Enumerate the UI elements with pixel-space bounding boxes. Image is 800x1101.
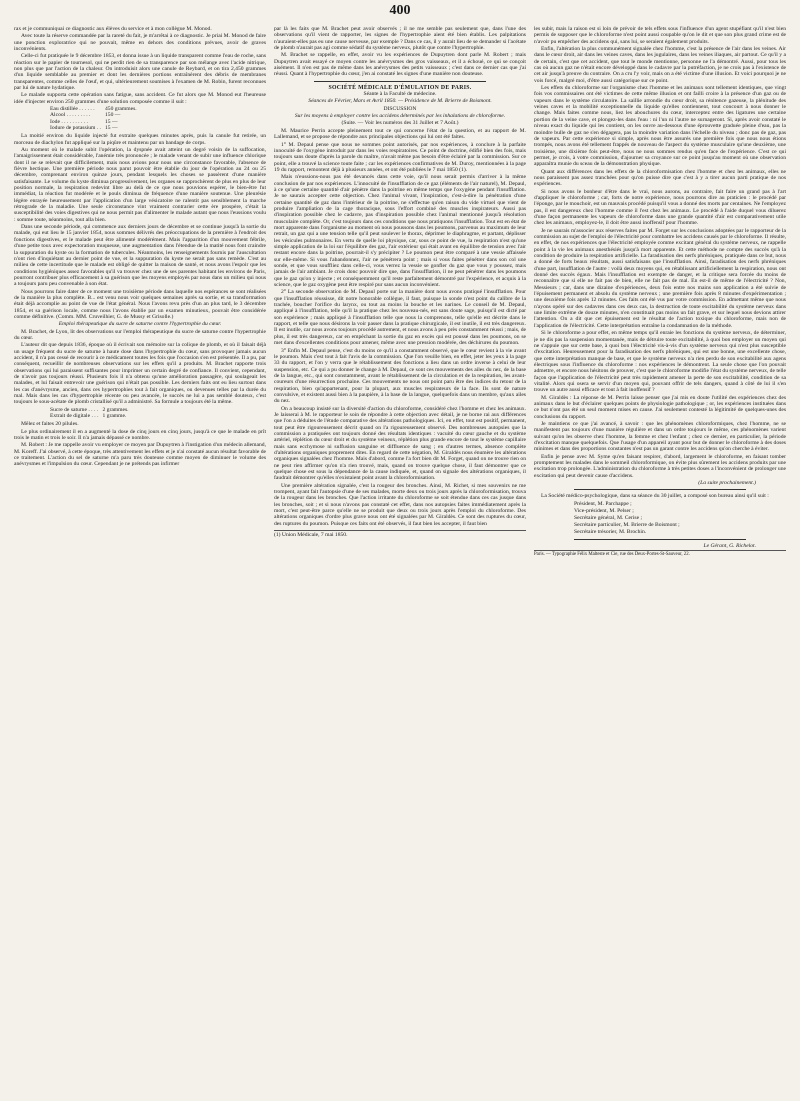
paragraph: M. Robert : Je me rappelle avoir vu employer ce moyen par Dupuytren à l'instigation d'un médecin allemand, M. Koreff. J'ai observé, à cette époque, très attentivement les effets et je n'ai constaté aucun résultat favorable de ce traitement. L'action du sel de saturne m'a paru très douteuse comme moyen de diminuer le volume des anévrysmes et l'impulsion du cœur. Cependant je ne prétends pas infirmer xyxy=(14,442,266,468)
paragraph: Les effets du chloroforme sur l'organisme chez l'homme et les animaux sont tellement identiques, que vingt fois vos commissaires ont été victimes de cette même illusion et ont failli croire à la présence d'un gaz ou de vapeurs dans le système circulatoire. La saillie arrondie du cœur droit, sa rénitence gazeuse, la plénitude des veines caves et la mobilité exceptionnelle du liquide qu'elles contiennent, tout concourt à nous donner le change. Mais faites comme nous, liez les abouchures du cœur, interceptez entre des ligatures une certaine portion de la veine cave, et plongez-les dans l'eau : ni l'un ni l'autre ne surnageront. Si, après avoir constaté le niveau exact du liquide qui les contient, on les ouvre au-dessous d'une éprouvette graduée pleine d'eau, pas la moindre bulle de gaz ne s'en dégagera, pas la moindre variation dans l'échelle du niveau ; donc pas de gaz, pas de vapeurs. Par cette expérience si simple, après nous être assurés une première fois que nous nous étions trompés, nous avons été tellement frappés de nouveau de l'aspect du système musculaire qu'une deuxième, une troisième, une dixième fois peut-être, nous ne nous sommes rendus qu'en face de l'expérience. C'est ce qui permet, je crois, à votre commission, d'ajourner sa croyance sur ce point jusqu'au moment où une observation apparaîtra munie du sceau de la démonstration physique. xyxy=(534,85,786,168)
bureau-list xyxy=(574,501,786,536)
paragraph: Au moment où le malade subit l'opération, la dyspnée avait atteint un degré voisin de la suffocation, l'amaigrissement était considérable, l'anémie très prononcée ; le malade venant de subir une influence chlorique dont il ne se relevait que difficilement, mais nous avions pour nous une circonstance favorable, l'absence de fièvre hectique. Une première période nous parut pouvoir être établie du jour de l'opération au 24 ou 25 décembre, comprenant environ quinze jours, pendant lesquels les choses se passèrent d'une manière satisfaisante. Le volume du kyste diminua progressivement, les organes se rapprochèrent de plus en plus de leur position normale, la respiration redevint libre au delà de ce que nous pouvions espérer, le bien-être fut immédiat, la réaction fut modérée et le pouls diminua de fréquence d'une manière soutenue. Une pleurésie légère enrayée heureusement par l'application d'un large vésicatoire ne ralentit pas sensiblement la marche rétrograde de la maladie. Une seule circonstance vint vraiment contrarier cette ère prospère, c'était la susceptibilité des voies digestives qui ne nous permit pas d'alimenter le malade autant que nous l'eussions voulu : somme toute, néanmoins, tout alla bien. xyxy=(14,147,266,223)
paragraph: M. Maurice Perrin accepte pleinement tout ce qui concerne l'état de la question, et au rapport de M. Lallemand, et se propose de répondre aux principales objections qui lui ont été faites. xyxy=(274,127,526,141)
column-3 xyxy=(534,26,786,1094)
imprint: Paris. — Typographie Félix Malteste et Cie, rue des Deux-Portes-St-Sauveur, 22. xyxy=(534,550,786,558)
paragraph: M. Giraldès : La réponse de M. Perrin laisse penser que j'ai mis en doute l'utilité des expériences chez des animaux dans le but d'éclairer quelques points de physiologie pathologique ; or, les expériences instituées dans ce but n'ont pas été un seul moment mises en cause. J'ai seulement contesté la légitimité de quelques-unes des conclusions du rapport. xyxy=(534,394,786,420)
recipe-row xyxy=(50,125,141,131)
amount: 150 — xyxy=(104,112,121,119)
paragraph: 3° Enfin M. Depaul pense, c'est du moins ce qu'il a constamment observé, que le cœur revient à la vie avant le poumon. Mais c'est tout à fait l'avis de la commission. Que l'on veuille bien, en effet, jeter les yeux à la page 33 du rapport, et l'on y verra que le rétablissement des fonctions a lieu dans un ordre inverse à celui de leur suspension, etc. Ce qui a pu donner le change à M. Depaul, ce sont ces mouvements des ailes du nez, de la base de la langue, etc., qui sont constamment, avant le rétablissement de la circulation et de la respiration, les avant-coureurs d'une résurrection prochaine. Ces mouvements ne nous ont point paru être des indices du retour de la respiration, bien qu'appartenant, pour la plupart, aux muscles respirateurs de la face. Ils sont de nature convulsive, et existent aussi bien à la paupière, à la base de la langue, quelquefois dans un membre, qu'aux ailes du nez. xyxy=(274,347,526,405)
ingredient: Iode . . . . . . . . . . xyxy=(50,118,88,125)
recipe-table-2 xyxy=(50,407,133,420)
ingredient: Alcool . . . . . . . . . xyxy=(50,112,91,119)
list-item: Président, M. Parchappe ; xyxy=(574,500,632,507)
ingredient: Eau distillée . . . . . . xyxy=(50,106,95,113)
paragraph: Le plus ordinairement il en a augmenté la dose de cinq jours en cinq jours, jusqu'à ce que le malade en prît trois le matin et trois le soir. Il n'a jamais dépassé ce nombre. xyxy=(14,428,266,442)
discussion-title: Sur les moyens à employer contre les accidens déterminés par les inhalations de chloroforme. xyxy=(294,113,506,120)
society-subtitle: Séante à la Faculté de médecine. xyxy=(363,91,437,98)
paragraph: Une première altération signalée, c'est la rougeur des bronches. Ainsi, M. Richet, si mes souvenirs ne me trompent, ayant fait l'autopsie d'une de ses malades, morte deux ou trois jours après la chloroformisation, trouva de la rougeur dans les bronches. Que l'action irritante du chloroforme se soit étendue dans ces cas jusque dans les bronches, soit ; et si nous n'avons pas constaté cet effet, dans nos autopsies faites immédiatement après la mort, c'est peut-être parce qu'elle ne se produit que deux ou trois jours après l'emploi du chloroforme. Des altérations organiques d'ordre plus grave nous ont été signalées par M. Giraldès. Ce sont des ruptures du cœur, des ruptures du poumon. Puisque ces faits ont été observés, il faut bien les accepter, il faut bien xyxy=(274,482,526,527)
divider xyxy=(574,539,746,540)
list-item: Secrétaire trésorier, M. Brochin. xyxy=(574,528,647,535)
ingredient: Iodure de potassium . . xyxy=(50,125,101,132)
paragraph: les subir, mais la raison est si loin de prévoir de tels effets sous l'influence d'un agent stupéfiant qu'il n'est bien permis de supposer que le chloroforme n'est point aussi coupable qu'on le dit et que son plus grand crime est de n'avoir pu empêcher des accidens qui, sans lui, se seraient également produits. xyxy=(534,26,786,45)
paragraph: M. Brachet se rappelle, en effet, avoir vu les expériences de Dupuytren dont parle M. Robert ; mais Dupuytren avait essayé ce moyen contre les anévrysmes des gros vaisseaux, et il a échoué, ce qui se conçoit aisément. Il n'en est pas de même dans les anévrysmes des petits vaisseaux ; c'est dans ce dernier cas que j'ai réussi. Quant à l'hypertrophie du cœur, j'en ai constaté les signes d'une manière non douteuse. xyxy=(274,52,526,78)
paragraph: Mêlez et faites 20 pilules. xyxy=(21,421,79,428)
paragraph: 2° La seconde observation de M. Depaul porte sur la manière dont nous avons pratiqué l'insufflation. Pour que l'insufflation réussisse, dit notre honorable collègue, il faut, puisque la sonde n'est point du calibre de la trachée, boucher l'orifice du larynx, ou tout au moins la bouche et les narines. Le conseil de M. Depaul, appliqué à l'insufflation, telle qu'il la pratique chez les nouveau-nés, est sans doute sage, puisqu'il est dicté par son expérience ; mais appliqué à l'insufflation telle que nous la comprenons, telle qu'elle est décrite dans le rapport, et telle que nous désirons la voir passer dans la pratique chirurgicale, il est inutile, il est très dangereux. Il est inutile, car nous avons toujours procédé autrement, et nous avons à peu près constamment réussi ; mais, de plus, il est très dangereux, car en empêchant la sortie du gaz en excès qui est poussé dans les poumons, on se met dans d'excellentes conditions pour amener, même avec une pression modérée, des déchirures du poumon. xyxy=(274,289,526,347)
continuation-note: (La suite prochainement.) xyxy=(698,480,756,487)
column-2 xyxy=(274,26,526,1094)
paragraph: Je maintiens ce que j'ai avancé, à savoir : que les phénomènes chloroformiques, chez l'homme, ne se manifestent pas toujours d'une manière régulière et dans un ordre toujours le même, ces phénomènes varient suivant qu'on les observe chez l'homme, la femme et chez l'enfant ; chez ce dernier, en particulier, la période d'excitation manque quelquefois. Que l'usage d'un appareil ayant pour but de donner le chloroforme à des doses minimes et dans des proportions constantes n'est pas un garant contre les accidens qu'on cherche à éviter. xyxy=(534,420,786,453)
paragraph: La Société médico-psychologique, dans sa séance du 30 juillet, a composé son bureau ainsi qu'il suit : xyxy=(541,493,769,500)
discussion-heading: DISCUSSION xyxy=(383,105,417,112)
paragraph: Mais n'eussions-nous pas été devancés dans cette voie, qu'il nous serait permis d'arriver à la même conclusion de par nos expériences. L'innocuité de l'insufflation de ce gaz (éléments de l'air naturel), M. Depaul, à ce qu'une certaine quantité d'air pénètre dans la poitrine en même temps que l'oxygène pendant l'insufflation. Je ne saurais accepter cette objection. Chez l'animal vivant, l'inspiration, c'est-à-dire la pénétration d'une certaine quantité de gaz dans l'intérieur de la poitrine, ne s'effectue qu'en raison du vide virtuel que vient de produire l'ampliation de la cage thoracique, sous l'effort combiné des muscles inspirateurs. Aussi pas d'inspiration possible chez le cadavre, pas d'inspiration possible chez l'animal mentionné jusqu'à résolution musculaire complète. Or, c'est toujours dans ces conditions que nous pratiquons l'insufflation. Tout est en état de mort apparente dans l'organisme au moment où nous poussons dans les poumons, parvenus au maximum de leur retrait, un gaz qui a une tension telle qu'il peut soulever le thorax, déprimer le diaphragme, et partant, déplisser les vésicules pulmonaires. En vertu de quelle loi physique, car, sous ce point de vue, la respiration n'est qu'une simple application de la loi sur l'équilibre des gaz, l'air extérieur qui était avant en équilibre de tension avec l'air restant encore dans la poitrine, pourrait-il s'y précipiter ? Le poumon peut être comparé à une vessie affaissée sur elle-même. Si vous l'abandonnez, l'air ne pénétrera point ; mais si vous faites pénétrer dans son col une sonde, et que vous souffliez dans celle-ci, vous verrez la vessie se gonfler du gaz que vous y poussez, mais jamais de l'air ambiant. Je crois donc pouvoir dire que, dans l'insufflation, il ne peut pénétrer dans les poumons que le gaz qu'on y injecte ; et conséquemment qu'il reste parfaitement démontré par l'expérience, et acquis à la science, que le gaz oxygène peut être respiré pur sans aucun inconvénient. xyxy=(274,174,526,289)
paragraph: 1° M. Depaul pense que nous ne sommes point autorisés, par nos expériences, à conclure à la parfaite innocuité de l'oxygène introduit par dans les voies respiratoires. Ce point de doctrine, édifié bien des fois, mais toujours sans doute d'après la parole du maître, n'avait même pas besoin d'être éclairé par la commission. Sur ce point, elle a trouvé la science toute faite ; car les expériences confirmatives de M. Duroy, mentionnées à la page 19 du rapport, remontent déjà à plusieurs années, et ont été publiées le 7 mai 1850 (1). xyxy=(274,141,526,173)
paragraph: Enfin je pense avec M. Syme qu'en faisant respirer, d'abord, largement le chloroforme, en faisant tomber promptement les malades dans le sommeil chloroformique, on évite plus sûrement les accidens produits par une excitation trop prolongée. L'administration du chloroforme à très petites doses a l'inconvénient de prolonger une excitation qui peut devenir cause d'accidens. xyxy=(534,453,786,479)
amount: 2 grammes. xyxy=(102,406,129,413)
session-line: Séances de Février, Mars et Avril 1850. — Présidence de M. Brierre de Boismont. xyxy=(308,98,492,105)
paragraph: par là les faits que M. Brachet peut avoir observés ; il ne me semble pas seulement que, dans l'une des observations qu'il vient de rapporter, les signes de l'hypertrophie aient été bien établis. Les palpitations n'auraient-elles pas eu une cause nerveuse, par exemple ? Dans ce cas, il y aurait lieu de se demander si l'acétate de plomb n'aurait pas agi comme sédatif du système nerveux, plutôt que contre l'hypertrophie. xyxy=(274,26,526,52)
recipe-table xyxy=(50,106,141,131)
list-item: Secrétaire général, M. Cerise ; xyxy=(574,514,643,521)
continuation-note: (Suite. — Voir les numéros des 31 Juillet et 7 Août.) xyxy=(341,120,459,127)
ingredient: Sucre de saturne . . . . xyxy=(50,406,99,413)
paragraph: On a beaucoup insisté sur la diversité d'action du chloroforme, considéré chez l'homme et chez les animaux. Je laisserai à M. le rapporteur le soin de répondre à cette objection avec détail, je ne borne rai aux différences que l'on a déduites de l'étude comparative des altérations pathologiques. Ici, en effet, tout est positif, permanent, tout peut être rigoureusement décrit quand on l'a rigoureusement observé. Des nombreuses autopsies que la commission a pratiquées ont toujours donné des résultats identiques : vacuité du cœur gauche et du système artériel, réplétion du cœur droit et du système veineux, réplétion plus grande encore de tout le système capillaire mais sans ecchymose ni suffusion sanguine et diffluence de sang ; en d'autres termes, absence complète d'altérations organiques proprement dites. En regard de cette négation, M. Giraldès nous énumère les altérations organiques signalées chez l'homme. Mais d'abord, comme l'a fort bien dit M. Forget, quand on ne trouve rien on ne peut rien affirmer qu'on n'a rien trouvé, mais, quand on trouve quelque chose, il faut démontrer que ce quelque chose est sous la dépendance de la cause indiquée, et, quand on signale des altérations organiques, il faudrait démontrer qu'elles n'existaient point avant la chloroformisation. xyxy=(274,405,526,482)
divider xyxy=(314,81,486,82)
paragraph: rax et je communiquai ce diagnostic aux élèves du service et à mon collègue M. Monod. xyxy=(14,26,212,32)
divider xyxy=(574,489,746,490)
column-1 xyxy=(14,26,266,1094)
amount: 1 gramme. xyxy=(102,413,127,420)
paragraph: Dans une seconde période, qui commence aux derniers jours de décembre et se continue jusqu'à la sortie du malade, qui eut lieu le 15 janvier 1854, nous sommes délivrés des préoccupations de la première à l'endroit des fonctions digestives, et le malade peut être alimenté modérément. Mais l'apparition d'un mouvement fébrile, d'une petite toux avec expectoration muqueuse, une augmentation dans l'étendue de la matité nous font craindre la suppuration du kyste ou la formation de tubercules. Néanmoins, les renseignements fournis par l'auscultation n'ont rien d'inquiétant au dernier point de vue, et la suppuration du kyste ne serait pas sans remède. C'est au milieu de cette incertitude que le malade est obligé de quitter la maison de santé, et nous avons l'espoir que les conditions hygiéniques assez favorables qu'il va trouver chez une de ses parentes habitant les environs de Paris, pourront contribuer plus efficacement à sa guérison que les moyens employés par nous dans un milieu qui nous a toujours paru peu convenable à son état. xyxy=(14,224,266,288)
paragraph: Le malade supporta cette opération sans fatigue, sans accident. Ce fut alors que M. Monod eut l'heureuse idée d'injecter environ 250 grammes d'une solution composée comme il suit : xyxy=(14,92,266,105)
amount: 450 grammes. xyxy=(104,106,137,113)
paragraph: La moitié environ du liquide injecté fut extraite quelques minutes après, puis la canule fut retirée, un morceau de diachylon fut appliqué sur la piqûre et maintenu par un bandage de corps. xyxy=(14,133,266,146)
paragraph: Celle-ci fut pratiquée le 9 décembre 1853, et donna issue à un liquide transparent comme l'eau de roche, sans réaction sur le papier de tournesol, qui ne perdit rien de sa transparence par son mélange avec l'acide nitrique, non plus que par l'action de la chaleur. On introduisit alors une canule de Reybard, et on tira 2,450 grammes d'un liquide semblable au premier et dont les dernières portions entraînèrent des débris de membranes transparentes, comme celles de l'œuf, et qui, ultérieurement soumises à l'examen de M. Robin, furent reconnues par lui de nature hydatique. xyxy=(14,53,266,92)
gerant-signature: Le Gérant, G. Richelot. xyxy=(703,542,756,549)
paragraph: Nous pourrons faire dater de ce moment une troisième période dans laquelle nos espérances se sont réalisées de la manière la plus complète. B... est venu nous voir quelques semaines après sa sortie, et sa transformation était déjà accomplie au point de vue de l'état général. Nous l'avons revu près d'un an plus tard, le 3 décembre 1854, et sa guérison locale, comme nous l'avons établie par un examen minutieux, pouvait être considérée comme définitive. (Comm. MM. Cruveilhier, G. de Mussy et Grisolle.) xyxy=(14,288,266,320)
list-item: Secrétaire particulier, M. Brierre de Boismont ; xyxy=(574,521,680,528)
page-number: 400 xyxy=(389,3,411,18)
ingredient: Extrait de digitale . . . xyxy=(50,413,99,420)
paragraph: Avec toute la réserve commandée par la rareté du fait, je m'arrêtai à ce diagnostic. Je priai M. Monod de faire une ponction exploratrice qui ne pouvait, même en dehors des conditions prévues, avoir de graves inconvénients. xyxy=(14,33,266,53)
paragraph: Je ne saurais m'associer aux réserves faites par M. Forget sur les conclusions adoptées par le rapporteur de la commission au sujet de l'emploi de l'électricité pour combattre les accidens causés par le chloroforme. Il résulte, en effet, de nos expériences que l'électricité employée comme excitant général du système nerveux, ne rappelle point à la vie les animaux anesthésiés jusqu'à mort apparente. Et cette méthode ne compte des succès qu'à la condition de produire la respiration artificielle. La faradisation des nerfs phréniques, pratiquée dans ce but, nous a donné de forts beaux résultats, aussi satisfaisans que l'insufflation. Ainsi, faradisation des nerfs phréniques d'une part, insufflation de l'autre : voilà deux moyens qui, en rétablissant artificiellement la respiration, nous ont donné des succès égaux. Mais l'insufflation est exempte de danger, et la critique sera forcée du moins de reconnaître que si elle ne fait pas de bien, elle ne fait pas de mal. En est-il de même de l'électricité ? Non, Messieurs ; car, dans une dizaine d'expériences, deux fois entre nos mains son application a été suivie de l'épuisement permanent et absolu du système nerveux ; une première fois après 8 minutes d'expérimentation ; une deuxième fois après 12 minutes. Ces faits ont été vus par votre commission. En admettant même que nous n'ayons opéré sur des cadavres dans ces deux cas, la destruction de toute excitabilité du système nerveux dans une limite extrême de douze minutes, n'en constituait pas moins un fait grave, et sur lequel nous devions attirer l'attention. On a dit que cet épuisement est le résultat de l'action toxique du chloroforme, mais non de l'application de l'électricité. Cette interprétation entraîne la condamnation de la méthode. xyxy=(534,227,786,329)
paragraph: Si nous avons le bonheur d'être dans le vrai, nous aurons, au contraire, fait faire un grand pas à l'art d'appliquer le chloroforme ; car, forts de notre expérience, nous pourrons dire au praticien : le procédé par l'éponge, par le mouchoir, est un mauvais procédé puisqu'il vous a donné des morts par centaines. Ne l'employez pas, il est dangereux chez l'homme comme il l'est chez les animaux. Le procédé à l'aide duquel vous diluerez d'une façon permanente les vapeurs de chloroforme dans une grande quantité d'air est comparativement utile chez les animaux, employez-le, il doit être aussi inoffensif pour l'homme. xyxy=(534,188,786,227)
paragraph: L'auteur dit que depuis 1836, époque où il écrivait son mémoire sur la colique de plomb, et où il faisait déjà un usage fréquent du sucre de saturne à haute dose dans l'hypertrophie du cœur, sans provoquer jamais aucun accident, il n'a pas cessé de recourir à ce médicament toutes les fois que l'occasion s'en est présentée. Il a pu, par conséquent, recueillir de nombreuses observations sur les effets qu'il a produits. M. Brachet rapporte trois observations qui lui paraissent suffisantes pour imprimer un certain degré de confiance. Il convient, cependant, de n'avoir pas toujours réussi. Plusieurs fois il n'a obtenu qu'une amélioration passagère, qui soulageait les malades, et lui faisait entrevoir une guérison qui n'était pas possible. Les derniers faits ont eu lieu surtout dans les cas d'anévrysme, ancien, dans ces hypertrophies tout à fait organiques, ou devenues telles par la durée du mal. Mais dans les cas d'hypertrophie récente ou peu avancée, le succès ne lui a pas semblé douteux, c'est toujours le sous-acétate de plomb cristallisé qu'il a administré. Sa formule a toujours été la même. xyxy=(14,342,266,406)
society-title: SOCIÉTÉ MÉDICALE D'ÉMULATION DE PARIS. xyxy=(328,84,472,91)
footnote: (1) Union Médicale, 7 mai 1850. xyxy=(274,530,526,538)
paragraph: Si le chloroforme a pour effet, en même temps qu'il enraie les fonctions du système nerveux, de déterminer, je ne dis pas la suspension momentanée, mais de détruire toute excitabilité, à quoi bon employer un moyen qui ne s'appuie que sur cette base, à quoi bon l'électricité vis-à-vis d'un système nerveux qui n'est plus susceptible d'excitation. Heureusement pour la faradisation des nerfs phréniques, qui est une bonne, une excellente chose, que cette interprétation manque de base, et que le système nerveux n'a rien perdu de son excitabilité aux agens électriques sous l'influence du chloroforme : nos expériences le démontrent. La seule chose que l'on pouvait admettre, et encore nous hésitons de prouver, c'est que le chloroforme modifie l'état du système nerveux, de telle façon que l'application de l'électricité peut très rapidement amener la perte de son excitabilité, condition de sa vitalité. Alors qui osera se servir d'un moyen qui, pouvant offrir de tels dangers, quand à côté de lui il s'en trouve un autre aussi efficace et tout à fait inoffensif ? xyxy=(534,330,786,394)
amount: 15 — xyxy=(104,125,118,132)
paragraph: M. Brachet, de Lyon, lit des observations sur l'emploi thérapeutique du sucre de saturne contre l'hypertrophie du cœur. xyxy=(14,328,266,341)
paragraph: Enfin, l'altération la plus communément signalée chez l'homme, c'est la présence de l'air dans les veines. Air dans le cœur droit, air dans les veines caves, dans les jugulaires, dans les veines iliaques, air partout. Ce qu'il y a de certain, c'est que cet accident, que tout le monde mentionne, personne ne l'a démontré. Aussi, pour tous les cas où aucun gaz ne n'était encore développé dans le cadavre par la putréfaction, je ne crois pas à l'existence de cet air jusqu'à preuve du contraire. On a cru l'y voir, mais on a été victime d'une illusion. Et voici pourquoi je ne vois forcé, malgré moi, d'être aussi catégorique sur ce point. xyxy=(534,46,786,84)
section-title: Emploi thérapeutique du sucre de saturne contre l'hypertrophie du cœur. xyxy=(58,321,222,328)
paragraph: Quant aux différences dans les effets de la chloroformisation chez l'homme et chez les animaux, elles ne nous paraissent pas assez tranchées pour qu'on puisse dire que c'est à y a tirer aucun parti pratique de nos expériences. xyxy=(534,168,786,188)
list-item: Vice-président, M. Pelser ; xyxy=(574,507,634,514)
recipe-row xyxy=(50,413,133,419)
amount: 15 — xyxy=(104,118,118,125)
